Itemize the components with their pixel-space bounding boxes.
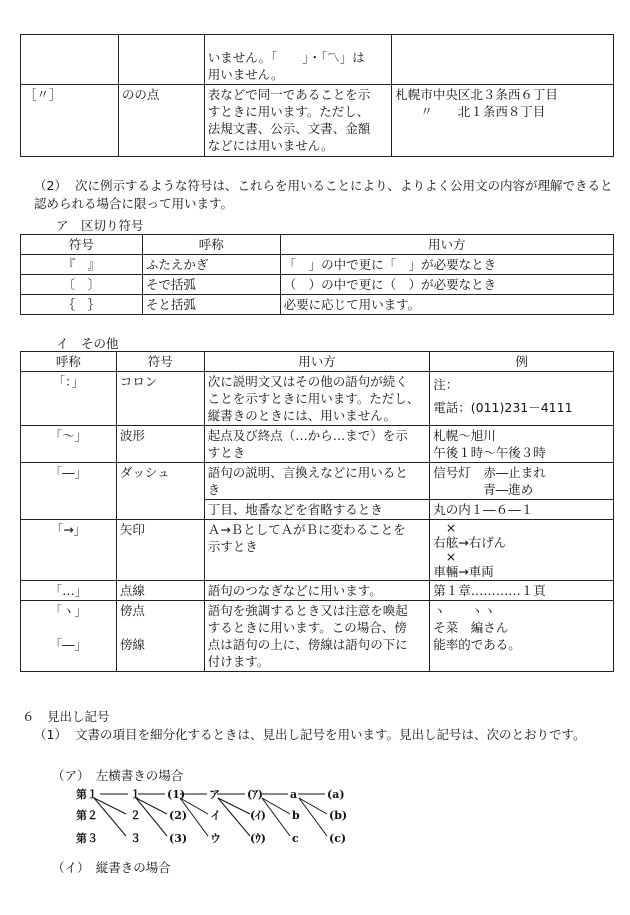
paragraph-number: （1） [34,727,67,742]
table-row [21,275,614,295]
table-row [21,372,614,426]
table-row [21,520,614,581]
heading-symbol-diagram [70,784,360,854]
delimiter-table [20,234,614,315]
paragraph-2 [34,177,614,213]
column-header: 呼称 [142,235,280,255]
heading-label: 第３ [76,832,98,845]
heading-label: (3) [169,832,188,845]
usage-cell: 必要に応じて用います。 [280,295,613,315]
usage-cell: Ａ→ＢとしてＡがＢに変わることを 示すとき [204,520,430,581]
subsection-vertical: （イ） 縦書きの場合 [52,860,171,875]
symbol-cell: 「→」 [21,520,117,581]
table-row [21,295,614,315]
section-i-title: イ その他 [56,336,119,351]
section-6-title: ６ 見出し記号 [22,709,110,724]
column-header: 用い方 [280,235,613,255]
other-symbols-table [20,351,614,672]
heading-label: １ [130,788,141,801]
diagram-row-3 [76,831,346,845]
name-cell: 波形 [116,426,204,463]
symbol-cell: 「：」 [21,372,117,426]
usage-cell: 次に説明文又はその他の語句が続く ことを示すときに用います。ただし、 縦書きのときには、用いません。 [204,372,430,426]
name-cell: のの点 [118,85,204,157]
top-table [20,34,614,157]
column-header: 符号 [116,352,204,372]
heading-label: (b) [329,809,348,822]
example-cell: 丸の内１―６―１ [430,500,614,520]
heading-label: a [290,788,298,801]
usage-cell: 語句のつなぎなどに用います。 [204,581,430,601]
table-header-row [21,235,614,255]
table-row [21,85,614,157]
heading-label: ア [209,788,220,801]
heading-label: (c) [329,832,347,845]
heading-label: ３ [130,832,141,845]
symbol-cell: 「…」 [21,581,117,601]
example-cell: 第１章…………１頁 [430,581,614,601]
usage-cell: 表などで同一であることを示 すときに用います。ただし、 法規文書、公示、文書、金額 などには用いません。 [204,85,392,157]
heading-label: ２ [130,809,141,822]
usage-cell: いません。「 」・「〽」は 用いません。 [204,35,392,85]
heading-label: (ｲ) [250,809,266,822]
heading-label: c [292,832,299,845]
example-cell: 札幌～旭川 午後１時～午後３時 [430,426,614,463]
column-header: 例 [430,352,614,372]
usage-cell: 語句を強調するとき又は注意を喚起 するときに用います。この場合、傍 点は語句の上に、傍線は語句の下に 付けます。 [204,601,430,672]
table-row [21,426,614,463]
table-row [21,463,614,500]
example-cell: × 右舷→右げん × 車輛→車両 [430,520,614,581]
paragraph-text: 次に例示するような符号は、これらを用いることにより、よりよく公用文の内容が理解できると認められる場合に限って用います。 [34,178,613,211]
usage-cell: 起点及び終点（…から…まで）を示 すとき [204,426,430,463]
table-row [21,255,614,275]
example-cell: 注： 電話：(011)231－4111 [430,372,614,426]
heading-label: ウ [210,832,221,845]
heading-label: 第２ [76,809,98,822]
paragraph-6-1 [34,726,614,744]
column-header: 呼称 [21,352,117,372]
name-cell: ダッシュ [116,463,204,520]
paragraph-number: （2） [34,178,67,193]
example-cell: ヽ ヽヽ そ菜 編さん 能率的である。 [430,601,614,672]
name-cell: そで括弧 [142,275,280,295]
subsection-horizontal: （ア） 左横書きの場合 [52,768,184,783]
example-cell: 信号灯 赤―止まれ 青―進め [430,463,614,500]
heading-label: (ｳ) [250,832,266,845]
symbol-cell: ｛ ｝ [21,295,143,315]
diagram-row-2 [76,808,347,822]
heading-label: イ [210,809,221,822]
table-row [21,601,614,672]
table-row [21,35,614,85]
name-cell [118,35,204,85]
heading-label: (ｱ) [247,788,263,801]
symbol-cell: 「～」 [21,426,117,463]
heading-label: 第１ [76,788,98,801]
usage-cell: 語句の説明、言換えなどに用いると き [204,463,430,500]
usage-cell: 丁目、地番などを省略するとき [204,500,430,520]
symbol-cell [21,35,119,85]
usage-cell: （ ）の中で更に（ ）が必要なとき [280,275,613,295]
name-cell: 点線 [116,581,204,601]
heading-label: b [292,809,300,822]
symbol-cell: ［〃］ [21,85,119,157]
name-cell: 矢印 [116,520,204,581]
paragraph-text: 文書の項目を細分化するときは、見出し記号を用います。見出し記号は、次のとおりです。 [74,727,586,742]
name-cell: そと括弧 [142,295,280,315]
section-a-title: ア 区切り符号 [56,218,144,233]
name-cell: ふたえかぎ [142,255,280,275]
table-row [21,581,614,601]
usage-cell: 「 」の中で更に「 」が必要なとき [280,255,613,275]
symbol-cell: 〔 〕 [21,275,143,295]
name-cell: コロン [116,372,204,426]
table-header-row [21,352,614,372]
example-cell [392,35,614,85]
example-cell: 札幌市中央区北３条西６丁目 〃 北１条西８丁目 [392,85,614,157]
symbol-cell: 『 』 [21,255,143,275]
name-cell: 傍点 傍線 [116,601,204,672]
symbol-cell: 「ヽ」 「―」 [21,601,117,672]
heading-label: (2) [169,809,188,822]
heading-label: (a) [327,788,345,801]
heading-label: (1) [167,788,186,801]
symbol-cell: 「―」 [21,463,117,520]
column-header: 符号 [21,235,143,255]
column-header: 用い方 [204,352,430,372]
